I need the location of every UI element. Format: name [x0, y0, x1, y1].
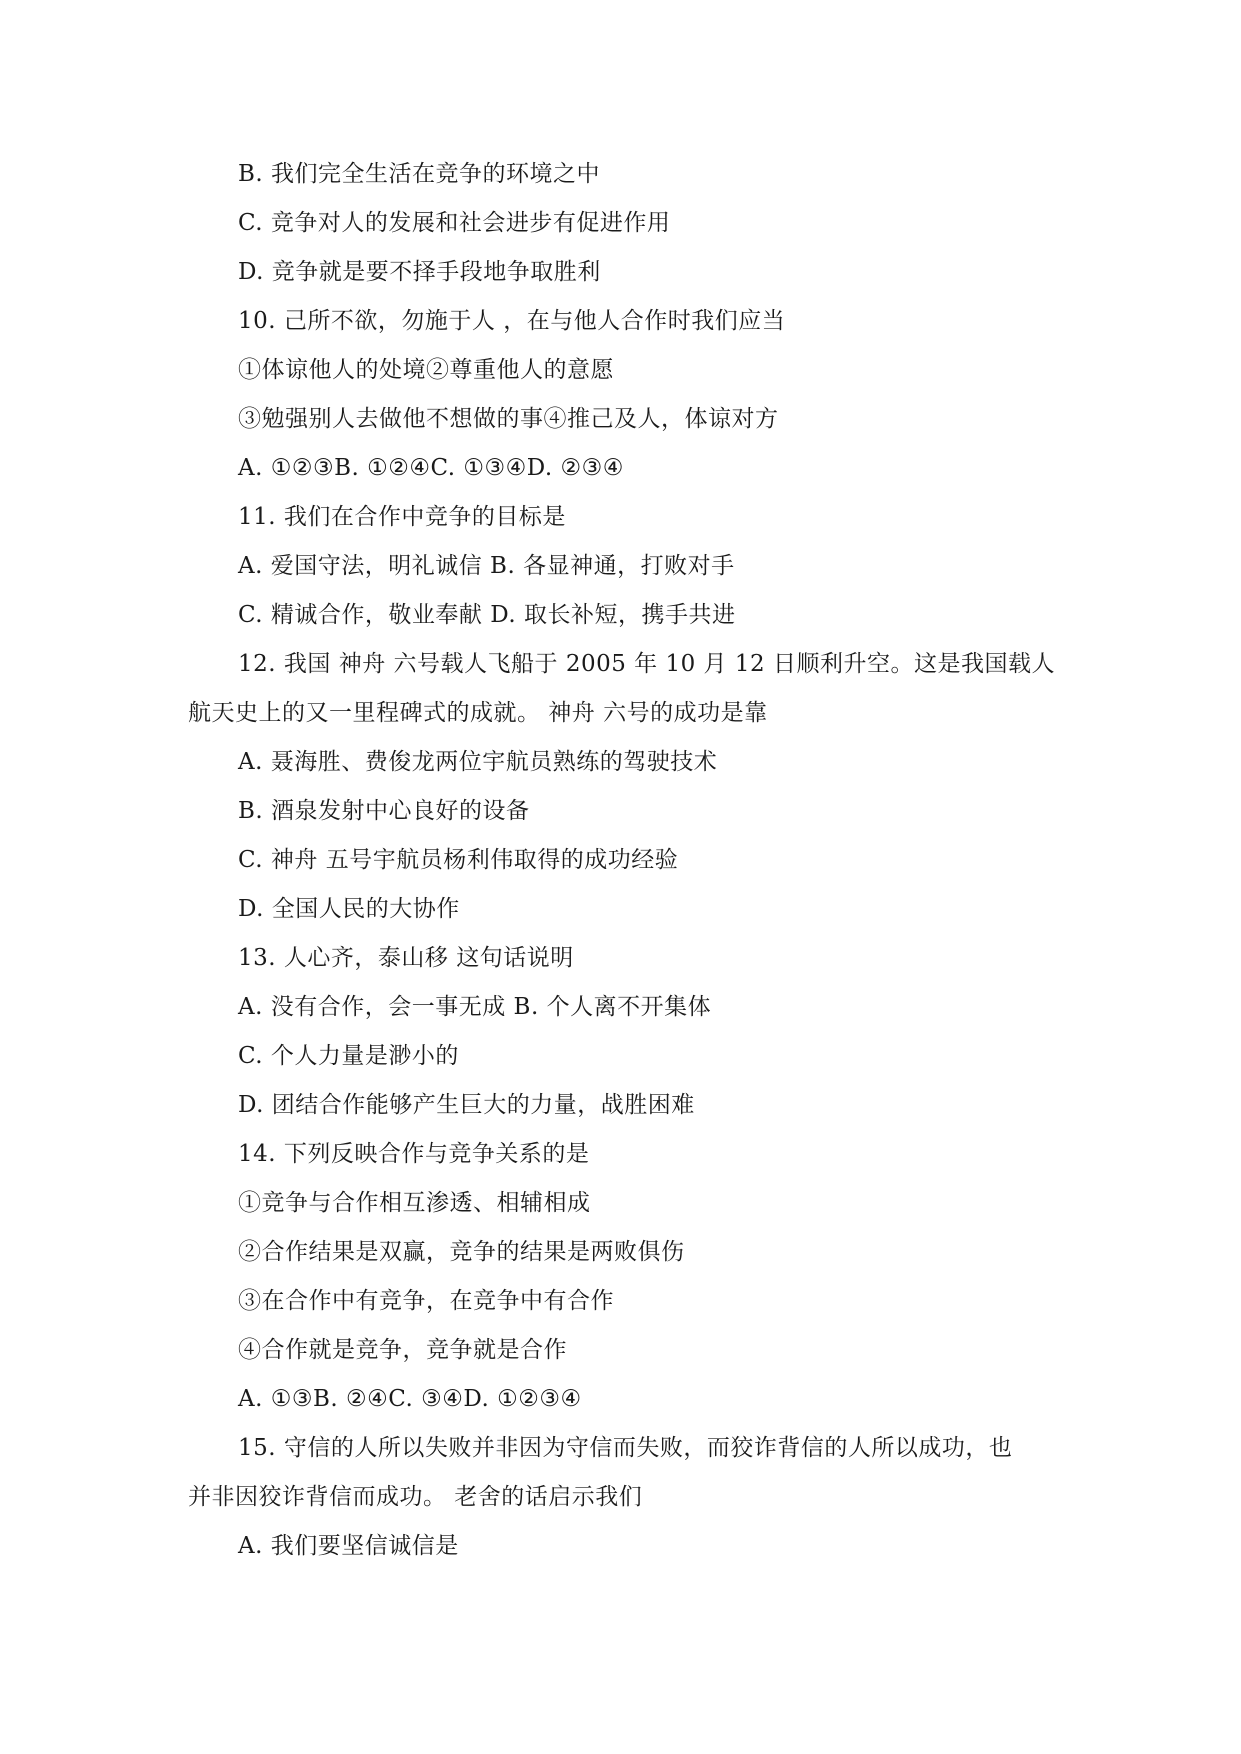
question-14: 14. 下列反映合作与竞争关系的是: [238, 1141, 590, 1167]
options-10: A. ①②③B. ①②④C. ①③④D. ②③④: [238, 455, 624, 481]
option-9d: D. 竞争就是要不择手段地争取胜利: [238, 259, 601, 285]
statement-14-3: ③在合作中有竞争，在竞争中有合作: [238, 1288, 614, 1314]
options-11-cd: C. 精诚合作，敬业奉献 D. 取长补短，携手共进: [238, 602, 736, 628]
option-9c: C. 竞争对人的发展和社会进步有促进作用: [238, 210, 671, 236]
question-12: 12. 我国 神舟 六号载人飞船于 2005 年 10 月 12 日顺利升空。这是我国载人: [238, 651, 1055, 677]
statement-14-1: ①竞争与合作相互渗透、相辅相成: [238, 1190, 591, 1216]
statement-10-b: ③勉强别人去做他不想做的事④推己及人，体谅对方: [238, 406, 779, 432]
question-12-cont: 航天史上的又一里程碑式的成就。 神舟 六号的成功是靠: [188, 700, 768, 726]
question-15: 15. 守信的人所以失败并非因为守信而失败，而狡诈背信的人所以成功，也: [238, 1435, 1013, 1461]
statement-10-a: ①体谅他人的处境②尊重他人的意愿: [238, 357, 614, 383]
option-9b: B. 我们完全生活在竞争的环境之中: [238, 161, 601, 187]
question-15-cont: 并非因狡诈背信而成功。 老舍的话启示我们: [188, 1484, 643, 1510]
options-11-ab: A. 爱国守法，明礼诚信 B. 各显神通，打败对手: [238, 553, 735, 579]
statement-14-2: ②合作结果是双赢，竞争的结果是两败俱伤: [238, 1239, 685, 1265]
options-14: A. ①③B. ②④C. ③④D. ①②③④: [238, 1386, 582, 1412]
question-10: 10. 己所不欲，勿施于人 ，在与他人合作时我们应当: [238, 308, 786, 334]
option-13c: C. 个人力量是渺小的: [238, 1043, 459, 1069]
option-12b: B. 酒泉发射中心良好的设备: [238, 798, 530, 824]
option-13d: D. 团结合作能够产生巨大的力量，战胜困难: [238, 1092, 695, 1118]
question-11: 11. 我们在合作中竞争的目标是: [238, 504, 566, 530]
options-13-ab: A. 没有合作，会一事无成 B. 个人离不开集体: [238, 994, 712, 1020]
option-15a: A. 我们要坚信诚信是: [238, 1533, 459, 1559]
option-12d: D. 全国人民的大协作: [238, 896, 460, 922]
question-13: 13. 人心齐，泰山移 这句话说明: [238, 945, 574, 971]
option-12c: C. 神舟 五号宇航员杨利伟取得的成功经验: [238, 847, 679, 873]
option-12a: A. 聂海胜、费俊龙两位宇航员熟练的驾驶技术: [238, 749, 718, 775]
statement-14-4: ④合作就是竞争，竞争就是合作: [238, 1337, 567, 1363]
